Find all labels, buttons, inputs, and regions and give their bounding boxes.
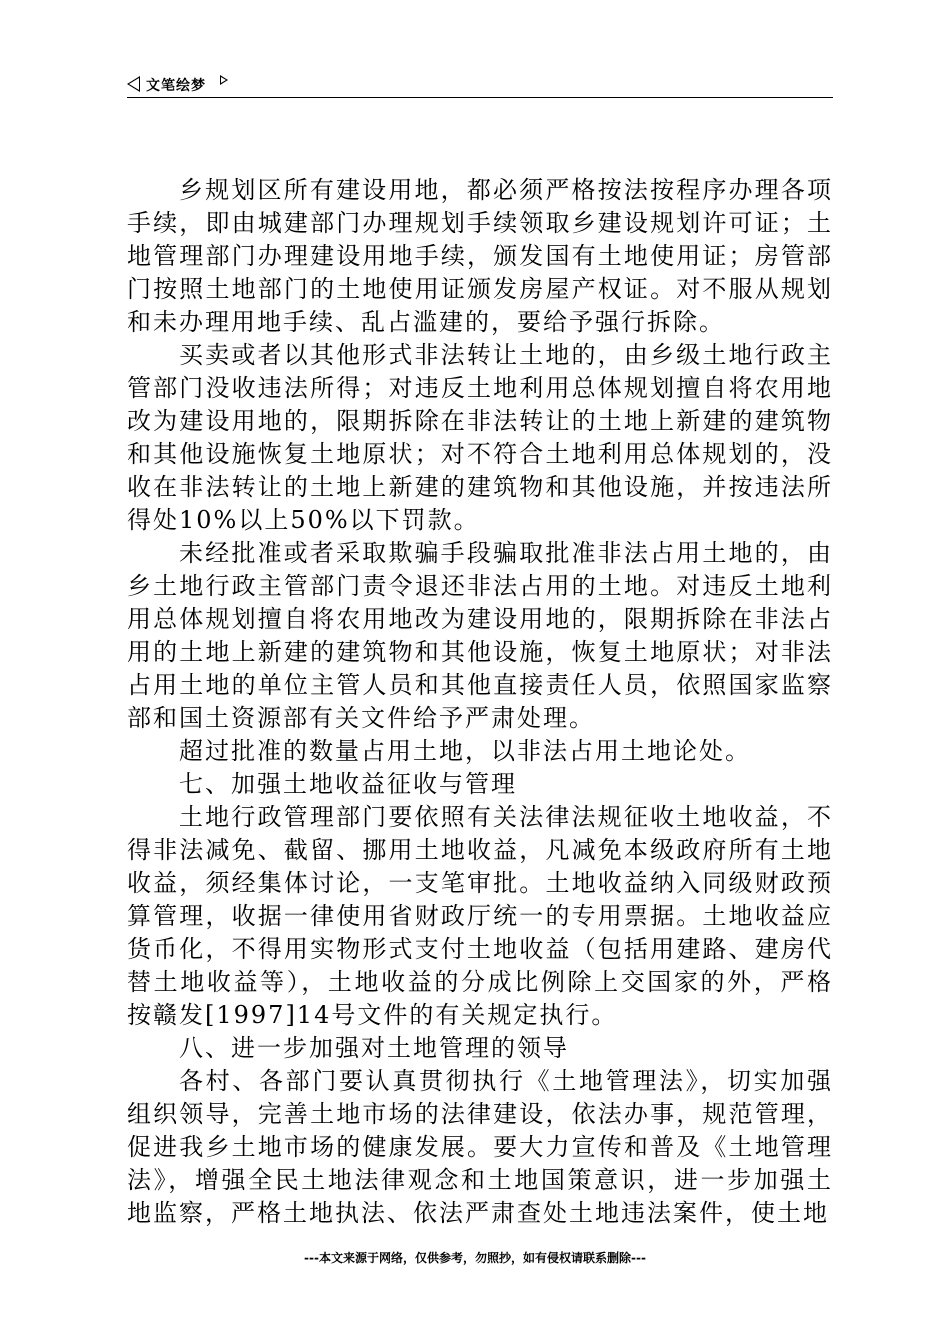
triangle-left-icon	[127, 76, 140, 92]
header-brand: 文笔绘梦	[146, 78, 206, 94]
document-body	[127, 174, 833, 1230]
paragraph: 买卖或者以其他形式非法转让土地的，由乡级土地行政主管部门没收违法所得；对违反土地利用总体规划擅自将农用地改为建设用地的，限期拆除在非法转让的土地上新建的建筑物和其他设施恢复土地原状；对不符合土地利用总体规划的，没收在非法转让的土地上新建的建筑物和其他设施，并按违法所得处10%以上50%以下罚款。	[127, 341, 833, 534]
triangle-right-icon	[220, 75, 228, 85]
header-divider	[127, 97, 833, 98]
paragraph: 土地行政管理部门要依照有关法律法规征收土地收益，不得非法减免、截留、挪用土地收益，凡减免本级政府所有土地收益，须经集体讨论，一支笔审批。土地收益纳入同级财政预算管理，收据一律使用省财政厅统一的专用票据。土地收益应货币化，不得用实物形式支付土地收益（包括用建路、建房代替土地收益等），土地收益的分成比例除上交国家的外，严格按赣发[1997]14号文件的有关规定执行。	[127, 803, 833, 1029]
section-heading: 八、进一步加强对土地管理的领导	[179, 1034, 569, 1062]
paragraph: 乡规划区所有建设用地，都必须严格按法按程序办理各项手续，即由城建部门办理规划手续领取乡建设规划许可证；土地管理部门办理建设用地手续，颁发国有土地使用证；房管部门按照土地部门的土地使用证颁发房屋产权证。对不服从规划和未办理用地手续、乱占滥建的，要给予强行拆除。	[127, 176, 833, 336]
page-footer-note: ---本文来源于网络，仅供参考，勿照抄，如有侵权请联系删除---	[304, 1251, 646, 1265]
section-heading: 七、加强土地收益征收与管理	[179, 770, 517, 798]
paragraph: 各村、各部门要认真贯彻执行《土地管理法》，切实加强组织领导，完善土地市场的法律建设，依法办事，规范管理，促进我乡土地市场的健康发展。要大力宣传和普及《土地管理法》，增强全民土地法律观念和土地国策意识，进一步加强土地监察，严格土地执法、依法严肃查处土地违法案件，使土地	[127, 1067, 833, 1227]
page-header	[127, 72, 833, 98]
paragraph: 未经批准或者采取欺骗手段骗取批准非法占用土地的，由乡土地行政主管部门责令退还非法占用的土地。对违反土地利用总体规划擅自将农用地改为建设用地的，限期拆除在非法占用的土地上新建的建筑物和其他设施，恢复土地原状；对非法占用土地的单位主管人员和其他直接责任人员，依照国家监察部和国土资源部有关文件给予严肃处理。	[127, 539, 833, 732]
paragraph: 超过批准的数量占用土地，以非法占用土地论处。	[179, 737, 751, 765]
